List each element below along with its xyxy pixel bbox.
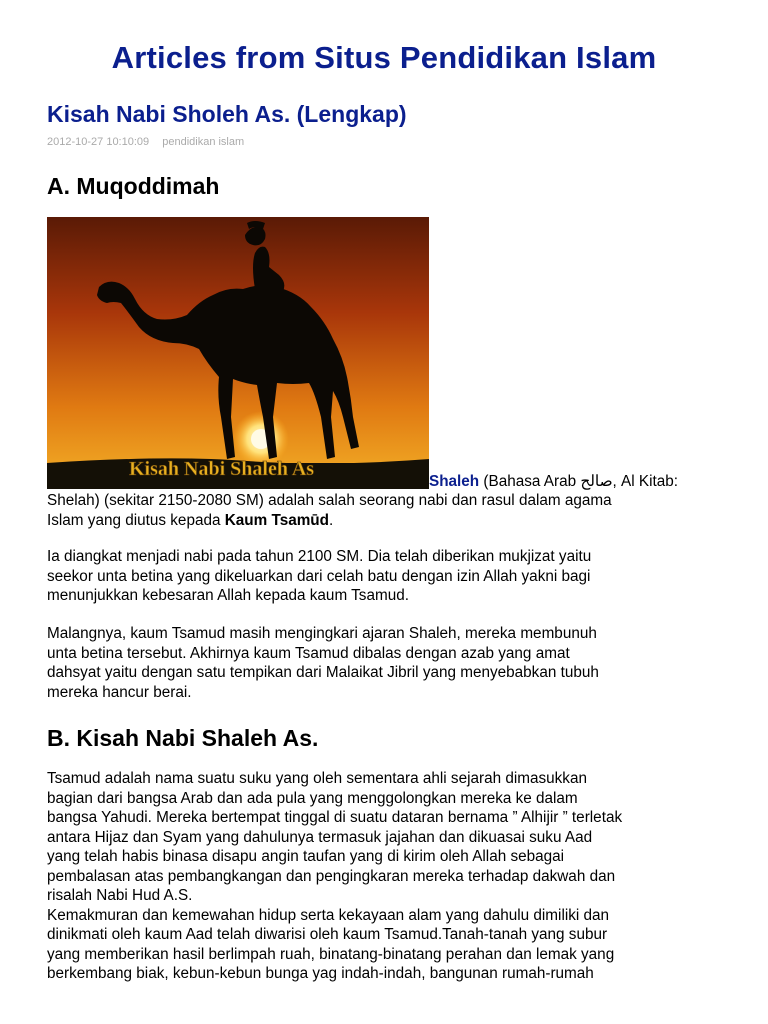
paragraph-line: seekor unta betina yang dikeluarkan dari celah batu dengan izin Allah yakni bagi (47, 567, 591, 585)
section-heading-kisah: B. Kisah Nabi Shaleh As. (47, 725, 319, 751)
paragraph-line: unta betina tersebut. Akhirnya kaum Tsamud dibalas dengan azab yang amat (47, 644, 570, 662)
paragraph-line: bangsa Yahudi. Mereka bertempat tinggal di suatu dataran bernama ” Alhijir ” terletak (47, 809, 623, 826)
paragraph-line: mereka hancur berai. (47, 683, 192, 701)
paragraph-line: bagian dari bangsa Arab dan ada pula yang menggolongkan mereka ke dalam (47, 789, 578, 807)
camel-sunset-illustration (47, 217, 429, 489)
section-heading-muqoddimah: A. Muqoddimah (47, 173, 220, 199)
article-date: 2012-10-27 10:10:09 (47, 136, 150, 148)
intro-line-3: Islam yang diutus kepada Kaum Tsamūd. (47, 511, 334, 529)
paragraph-line: antara Hijaz dan Syam yang dahulunya termasuk jajahan dan dikuasai suku Aad (47, 828, 593, 846)
paragraph-line: pembalasan atas pembangkangan dan pengingkaran mereka terhadap dakwah dan (47, 867, 616, 885)
shaleh-link[interactable]: Shaleh (429, 473, 480, 490)
paragraph-line: yang telah habis binasa disapu angin taufan yang di kirim oleh Allah sebagai (47, 848, 565, 865)
image-caption: Kisah Nabi Shaleh As (129, 458, 315, 480)
intro-first-line (429, 472, 678, 492)
intro-paragraph (47, 491, 727, 530)
paragraph-line: berkembang biak, kebun-kebun bunga yag indah-indah, bangunan rumah-rumah (47, 965, 594, 982)
intro-first-text: (Bahasa Arab صالح, Al Kitab: (479, 473, 679, 490)
paragraph-line: risalah Nabi Hud A.S. (47, 887, 193, 904)
paragraph-azab (47, 624, 727, 702)
article-title[interactable]: Kisah Nabi Sholeh As. (Lengkap) (47, 101, 407, 127)
paragraph-line: menunjukkan kebesaran Allah kepada kaum Tsamud. (47, 587, 409, 604)
paragraph-line: yang memberikan hasil berlimpah ruah, binatang-binatang perahan dan lemak yang (47, 945, 615, 963)
paragraph-line: Tsamud adalah nama suatu suku yang oleh sementara ahli sejarah dimasukkan (47, 770, 587, 787)
paragraph-line: Malangnya, kaum Tsamud masih mengingkari ajaran Shaleh, mereka membunuh (47, 625, 597, 642)
paragraph-line: dahsyat yaitu dengan satu tempikan dari Malaikat Jibril yang menyebabkan tubuh (47, 664, 599, 681)
hero-image (47, 217, 429, 489)
paragraph-line: dinikmati oleh kaum Aad telah diwarisi oleh kaum Tsamud.Tanah-tanah yang subur (47, 926, 608, 943)
kaum-tsamud: Kaum Tsamūd (224, 511, 329, 529)
paragraph-mukjizat (47, 547, 727, 606)
paragraph-line: Kemakmuran dan kemewahan hidup serta kekayaan alam yang dahulu dimiliki dan (47, 906, 610, 924)
paragraph-line: Ia diangkat menjadi nabi pada tahun 2100 SM. Dia telah diberikan mukjizat yaitu (47, 548, 592, 565)
article-meta (47, 136, 244, 148)
site-title: Articles from Situs Pendidikan Islam (111, 40, 657, 75)
article-category[interactable]: pendidikan islam (162, 136, 245, 148)
paragraph-tsamud (47, 769, 727, 984)
intro-line-2: Shelah) (sekitar 2150-2080 SM) adalah salah seorang nabi dan rasul dalam agama (47, 492, 612, 509)
